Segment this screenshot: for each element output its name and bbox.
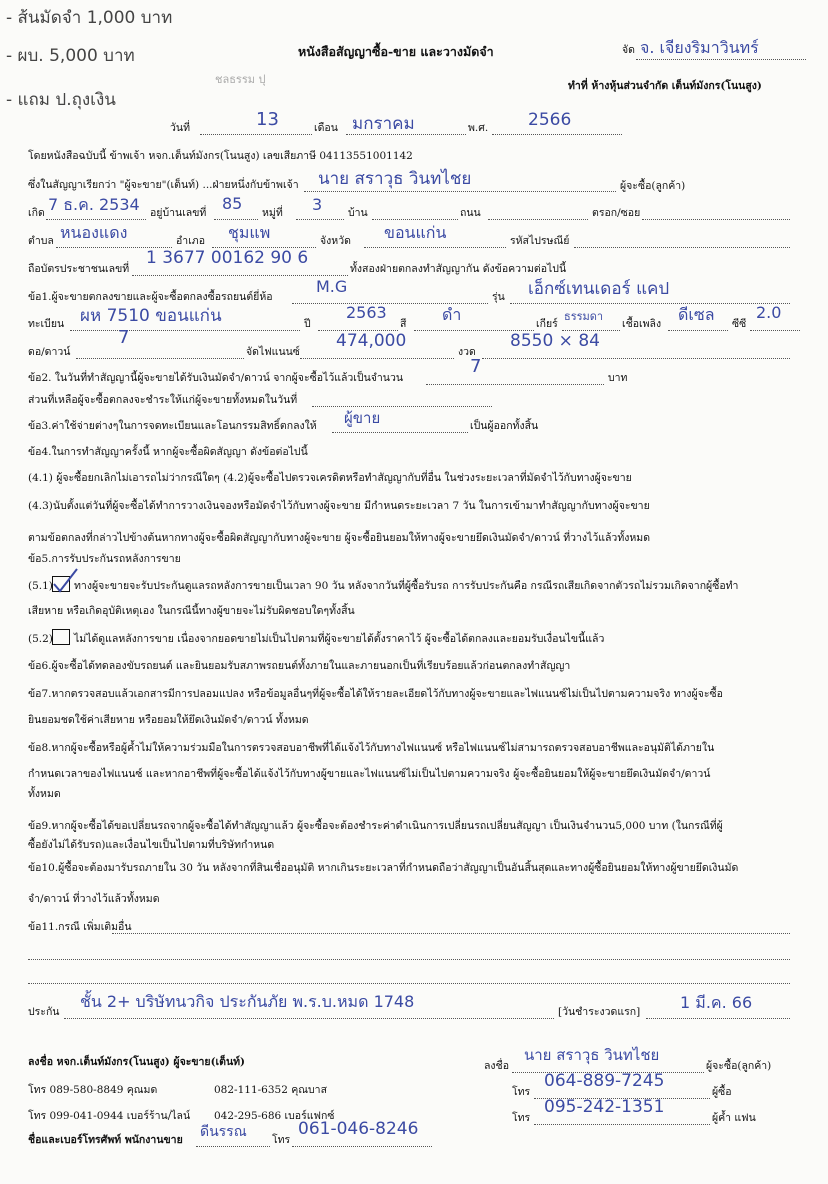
model-label: รุ่น (492, 291, 505, 303)
road-line (488, 218, 588, 220)
c8c: ทั้งหมด (28, 788, 61, 800)
installment-line (482, 357, 790, 359)
buyer-tel-role: ผู้ซื้อ (712, 1086, 732, 1098)
plate-label: ทะเบียน (28, 318, 65, 330)
pencil-faint: ชลธรรม ปุ (215, 73, 266, 86)
buyer-tel-value: 064-889-7245 (544, 1071, 665, 1091)
amphoe-value: ชุมแพ (228, 223, 271, 242)
cc-value: 2.0 (756, 303, 782, 322)
caryear-value: 2563 (346, 303, 387, 322)
road-label: ถนน (460, 207, 481, 219)
c9b: ซื้อยังไม่ได้รับรถ)และเงื่อนไขเป็นไปตามที่บริษัทกำหนด (28, 839, 275, 851)
tel-2: 082-111-6352 คุณบาส (214, 1084, 327, 1096)
province-label: จัด (622, 44, 635, 56)
id-tail: ทั้งสองฝ่ายตกลงทำสัญญากัน ดังข้อความต่อไปนี้ (350, 263, 567, 275)
c5-1b: เสียหาย หรือเกิดอุบัติเหตุเอง ในกรณีนี้ทางผู้ขายจะไม่รับผิดชอบใดๆทั้งสิ้น (28, 605, 355, 617)
postcode-line (574, 246, 790, 248)
down-value: 7 (118, 327, 130, 348)
c2-label: ข้อ2. ในวันที่ทำสัญญานี้ผู้จะขายได้รับเงินมัดจำ/ดาวน์ จากผู้จะซื้อไว้แล้วเป็นจำนวน (28, 372, 404, 384)
staff-label: ชื่อและเบอร์โทรศัพท์ พนักงานขาย (28, 1134, 183, 1146)
c4-3b: ตามข้อตกลงที่กล่าวไปข้างต้นหากทางผู้จะซื้อผิดสัญญากับทางผู้จะขาย ผู้จะซื้อยินยอมให้ทางผู้จะขายยึดเงินมัดจำ/ดาวน์ ที่วางไว้แล้วทั้งหมด (28, 532, 651, 544)
id-value: 1 3677 00162 90 6 (146, 248, 309, 268)
tel-3: โทร 099-041-0944 เบอร์ร้าน/ไลน์ (28, 1110, 191, 1122)
c11: ข้อ11.กรณี เพิ่มเติมอื่น (28, 921, 132, 933)
c10b: จำ/ดาวน์ ที่วางไว้แล้วทั้งหมด (28, 893, 160, 905)
c11-line-3 (28, 982, 790, 984)
ban-line (372, 218, 458, 220)
c8a: ข้อ8.หากผู้จะซื้อหรือผู้ค้ำไม่ให้ความร่วมมือในการตรวจสอบอาชีพที่ได้แจ้งไว้กับทางไฟแนนซ์ หรือไฟแนนซ์ไม่สามารถตรวจสอบอาชีพและอนุมัติได้ภายใน (28, 742, 715, 754)
staff-name: ดีนรรณ (200, 1124, 247, 1140)
cc-line (750, 329, 800, 331)
gear-label: เกียร์ (536, 318, 558, 330)
staff-tel: 061-046-8246 (298, 1119, 419, 1139)
tel-1: โทร 089-580-8849 คุณมด (28, 1084, 158, 1096)
year-line (492, 133, 622, 135)
buyer-tel-label: โทร (512, 1086, 531, 1098)
baht-label: บาท (608, 372, 628, 384)
c5-2-checkbox[interactable] (52, 629, 70, 645)
house-line (214, 218, 258, 220)
buyer-sign-role: ผู้จะซื้อ(ลูกค้า) (706, 1060, 772, 1072)
c7b: ยินยอมชดใช้ค่าเสียหาย หรือยอมให้ยึดเงินมัดจำ/ดาวน์ ทั้งหมด (28, 714, 309, 726)
installment-label: งวด (458, 346, 476, 358)
moo-label: หมู่ที่ (262, 207, 283, 219)
year-label: พ.ศ. (468, 122, 489, 134)
c4-1: (4.1) ผู้จะซื้อยกเลิกไม่เอารถไม่ว่ากรณีใดๆ (4.2)ผู้จะซื้อไปตรวจเครดิตหรือทำสัญญากับที่อื่น ในช่วงระยะเวลาที่มัดจำไว้กับทางผู้จะขาย (28, 472, 632, 484)
id-line (132, 274, 348, 276)
year-value: 2566 (528, 110, 572, 130)
c7a: ข้อ7.หากตรวจสอบแล้วเอกสารมีการปลอมแปลง หรือข้อมูลอื่นๆที่ผู้จะซื้อได้ให้รายละเอียดไว้กับทางผู้จะขายและไฟแนนซ์ไม่เป็นไปตามความจริง ทางผู้จะซื้อ (28, 688, 723, 700)
born-label: เกิด (28, 207, 45, 219)
staff-tel-label: โทร (272, 1134, 291, 1146)
fuel-value: ดีเซล (678, 305, 715, 324)
color-value: ดำ (442, 305, 462, 324)
c5-2: ไม่ได้ดูแลหลังการขาย เนื่องจากยอดขายไม่เป็นไปตามที่ผู้จะขายได้ตั้งราคาไว้ ผู้จะซื้อได้ตกลงและยอมรับเงื่อนไขนี้แล้ว (74, 633, 605, 645)
tambon-value: หนองแดง (60, 223, 128, 242)
day-label: วันที่ (170, 122, 190, 134)
finance-label: จัดไฟแนนซ์ (246, 346, 300, 358)
staff-name-line (196, 1145, 270, 1147)
day-value: 13 (256, 109, 279, 130)
month-line (346, 133, 466, 135)
down-line (76, 357, 244, 359)
house-value: 85 (222, 194, 243, 213)
c10a: ข้อ10.ผู้ซื้อจะต้องมารับรถภายใน 30 วัน หลังจากที่สินเชื่ออนุมัติ หากเกินระยะเวลาที่กำหนดถือว่าสัญญาเป็นอันสิ้นสุดและทางผู้ซื้อยินยอมให้ทางผู้ขายยึดเงินมัด (28, 862, 739, 874)
seller-line: ซึ่งในสัญญาเรียกว่า "ผู้จะขาย"(เต็นท์) ...ฝ่ายหนึ่งกับข้าพเจ้า (28, 179, 299, 191)
staff-tel-line (292, 1145, 432, 1147)
c9a: ข้อ9.หากผู้จะซื้อได้ขอเปลี่ยนรถจากผู้จะซื้อได้ทำสัญญาแล้ว ผู้จะซื้อจะต้องชำระค่าดำเนินการเปลี่ยนรถเปลี่ยนสัญญา เป็นเงินจำนวน5,000 บาท (ในกรณีที่ผู้ (28, 820, 723, 832)
moo-value: 3 (312, 195, 323, 214)
partner-role: ผู้ค้ำ แฟน (712, 1112, 756, 1124)
ban-label: บ้าน (348, 207, 368, 219)
partner-tel-value: 095-242-1351 (544, 1097, 665, 1117)
c5-1a: ทางผู้จะขายจะรับประกันดูแลรถหลังการขายเป็นเวลา 90 วัน หลังจากวันที่ผู้ซื้อรับรถ การรับประกันคือ กรณีรถเสียเกิดจากตัวรถไม่รวมเกิดจากผู้ซื้อทำ (74, 580, 739, 592)
born-line (46, 218, 146, 220)
intro-line: โดยหนังสือฉบับนี้ ข้าพเจ้า หจก.เต็นท์มังกร(โนนสูง) เลขเสียภาษี 04113551001142 (28, 150, 413, 162)
c11-line-1 (112, 932, 790, 934)
fuel-line (668, 329, 728, 331)
partner-tel-line (534, 1123, 710, 1125)
c5-head: ข้อ5.การรับประกันรถหลังการขาย (28, 553, 181, 565)
c5-2-num: (5.2) (28, 633, 53, 645)
c6: ข้อ6.ผู้จะซื้อได้ทดลองขับรถยนต์ และยินยอมรับสภาพรถยนต์ทั้งภายในและภายนอกเป็นที่เรียบร้อยแล้วก่อนตกลงทำสัญญา (28, 660, 571, 672)
c1-label: ข้อ1.ผู้จะขายตกลงขายและผู้จะซื้อตกลงซื้อรถยนต์ยี่ห้อ (28, 291, 273, 303)
fuel-label: เชื้อเพลิง (622, 318, 662, 330)
house-label: อยู่บ้านเลขที่ (150, 207, 207, 219)
c4-3a: (4.3)นับตั้งแต่วันที่ผู้จะซื้อได้ทำการวางเงินจองหรือมัดจำไว้กับทางผู้จะขาย มีกำหนดระยะเวลา 7 วัน ในการเข้ามาทำสัญญากับทางผู้จะขาย (28, 500, 650, 512)
pencil-note-2: - ผบ. 5,000 บาท (6, 46, 135, 66)
cc-label: ซีซี (732, 318, 747, 330)
c3-value: ผู้ขาย (344, 409, 381, 427)
buyer-name: นาย สราวุธ วินทไชย (318, 169, 472, 189)
c3-line (332, 431, 468, 433)
postcode-label: รหัสไปรษณีย์ (510, 235, 570, 247)
c8b: กำหนดเวลาของไฟแนนซ์ และหากอาชีพที่ผู้จะซื้อได้แจ้งไว้กับทางผู้ขายและไฟแนนซ์ไม่เป็นไปตามความจริง ผู้จะซื้อยินยอมให้ผู้จะขายยึดเงินมัดจำ/ดาวน์ (28, 768, 711, 780)
plate-value: ผห 7510 ขอนแก่น (80, 306, 222, 326)
first-due-label: [วันชำระงวดแรก] (558, 1006, 641, 1018)
seller-sign: ลงชื่อ หจก.เต็นท์มังกร(โนนสูง) ผู้จะขาย(เต็นท์) (28, 1056, 246, 1068)
moo-line (296, 218, 344, 220)
partner-tel-label: โทร (512, 1112, 531, 1124)
pencil-note-1: - ส้นมัดจำ 1,000 บาท (6, 8, 173, 28)
c2-rest-line (312, 405, 492, 407)
plate-line (70, 329, 300, 331)
down-label: ดอ/ดาวน์ (28, 346, 71, 358)
buyer-sign-label: ลงชื่อ (484, 1060, 509, 1072)
changwat-label: จังหวัด (320, 235, 351, 247)
pencil-note-3: - แถม ป.ถุงเงิน (6, 90, 116, 110)
c3-label: ข้อ3.ค่าใช้จ่ายต่างๆในการจดทะเบียนและโอนกรรมสิทธิ์ตกลงให้ (28, 420, 317, 432)
month-label: เดือน (314, 122, 338, 134)
insurance-line (64, 1017, 554, 1019)
model-line (510, 302, 790, 304)
insurance-label: ประกัน (28, 1006, 60, 1018)
c11-line-2 (28, 958, 790, 960)
c5-1-num: (5.1) (28, 580, 53, 592)
c2-line (426, 383, 604, 385)
buyer-label: ผู้จะซื้อ(ลูกค้า) (620, 180, 686, 192)
installment-value: 8550 × 84 (510, 331, 600, 351)
buyer-name-line (304, 190, 616, 192)
soi-line (642, 218, 790, 220)
soi-label: ตรอก/ซอย (592, 207, 641, 219)
id-label: ถือบัตรประชาชนเลขที่ (28, 263, 130, 275)
gear-value: ธรรมดา (564, 310, 604, 323)
caryear-label: ปี (304, 318, 311, 330)
amphoe-label: อำเภอ (176, 235, 206, 247)
tel-4: 042-295-686 เบอร์แฟกซ์ (214, 1110, 335, 1122)
day-line (200, 133, 312, 135)
c2-rest: ส่วนที่เหลือผู้จะซื้อตกลงจะชำระให้แก่ผู้จะขายทั้งหมดในวันที่ (28, 394, 298, 406)
color-label: สี (400, 318, 407, 330)
month-value: มกราคม (352, 114, 415, 134)
c3-tail: เป็นผู้ออกทั้งสิ้น (470, 420, 539, 432)
document-title: หนังสือสัญญาซื้อ-ขาย และวางมัดจำ (298, 44, 494, 59)
finance-value: 474,000 (336, 331, 407, 351)
finance-line (300, 357, 454, 359)
c2-value: 7 (470, 356, 482, 377)
c4-head: ข้อ4.ในการทำสัญญาครั้งนี้ หากผู้จะซื้อผิดสัญญา ดังข้อต่อไปนี้ (28, 446, 308, 458)
tambon-label: ตำบล (28, 235, 54, 247)
changwat-line (364, 246, 506, 248)
insurance-value: ชั้น 2+ บริษัทนวกิจ ประกันภัย พ.ร.บ.หมด 1748 (80, 992, 415, 1011)
first-due-line (646, 1017, 790, 1019)
province-line (636, 58, 806, 60)
model-value: เอ็กซ์เทนเดอร์ แคป (528, 279, 670, 299)
buyer-signature: นาย สราวุธ วินทไชย (524, 1046, 660, 1064)
province-value: จ. เจียงริมาวินทร์ (640, 38, 759, 57)
place-line: ทำที่ ห้างหุ้นส่วนจำกัด เต็นท์มังกร(โนนสูง) (568, 80, 762, 92)
brand-value: M.G (316, 277, 348, 296)
first-due-value: 1 มี.ค. 66 (680, 993, 753, 1012)
changwat-value: ขอนแก่น (384, 223, 447, 242)
born-value: 7 ธ.ค. 2534 (48, 195, 140, 214)
